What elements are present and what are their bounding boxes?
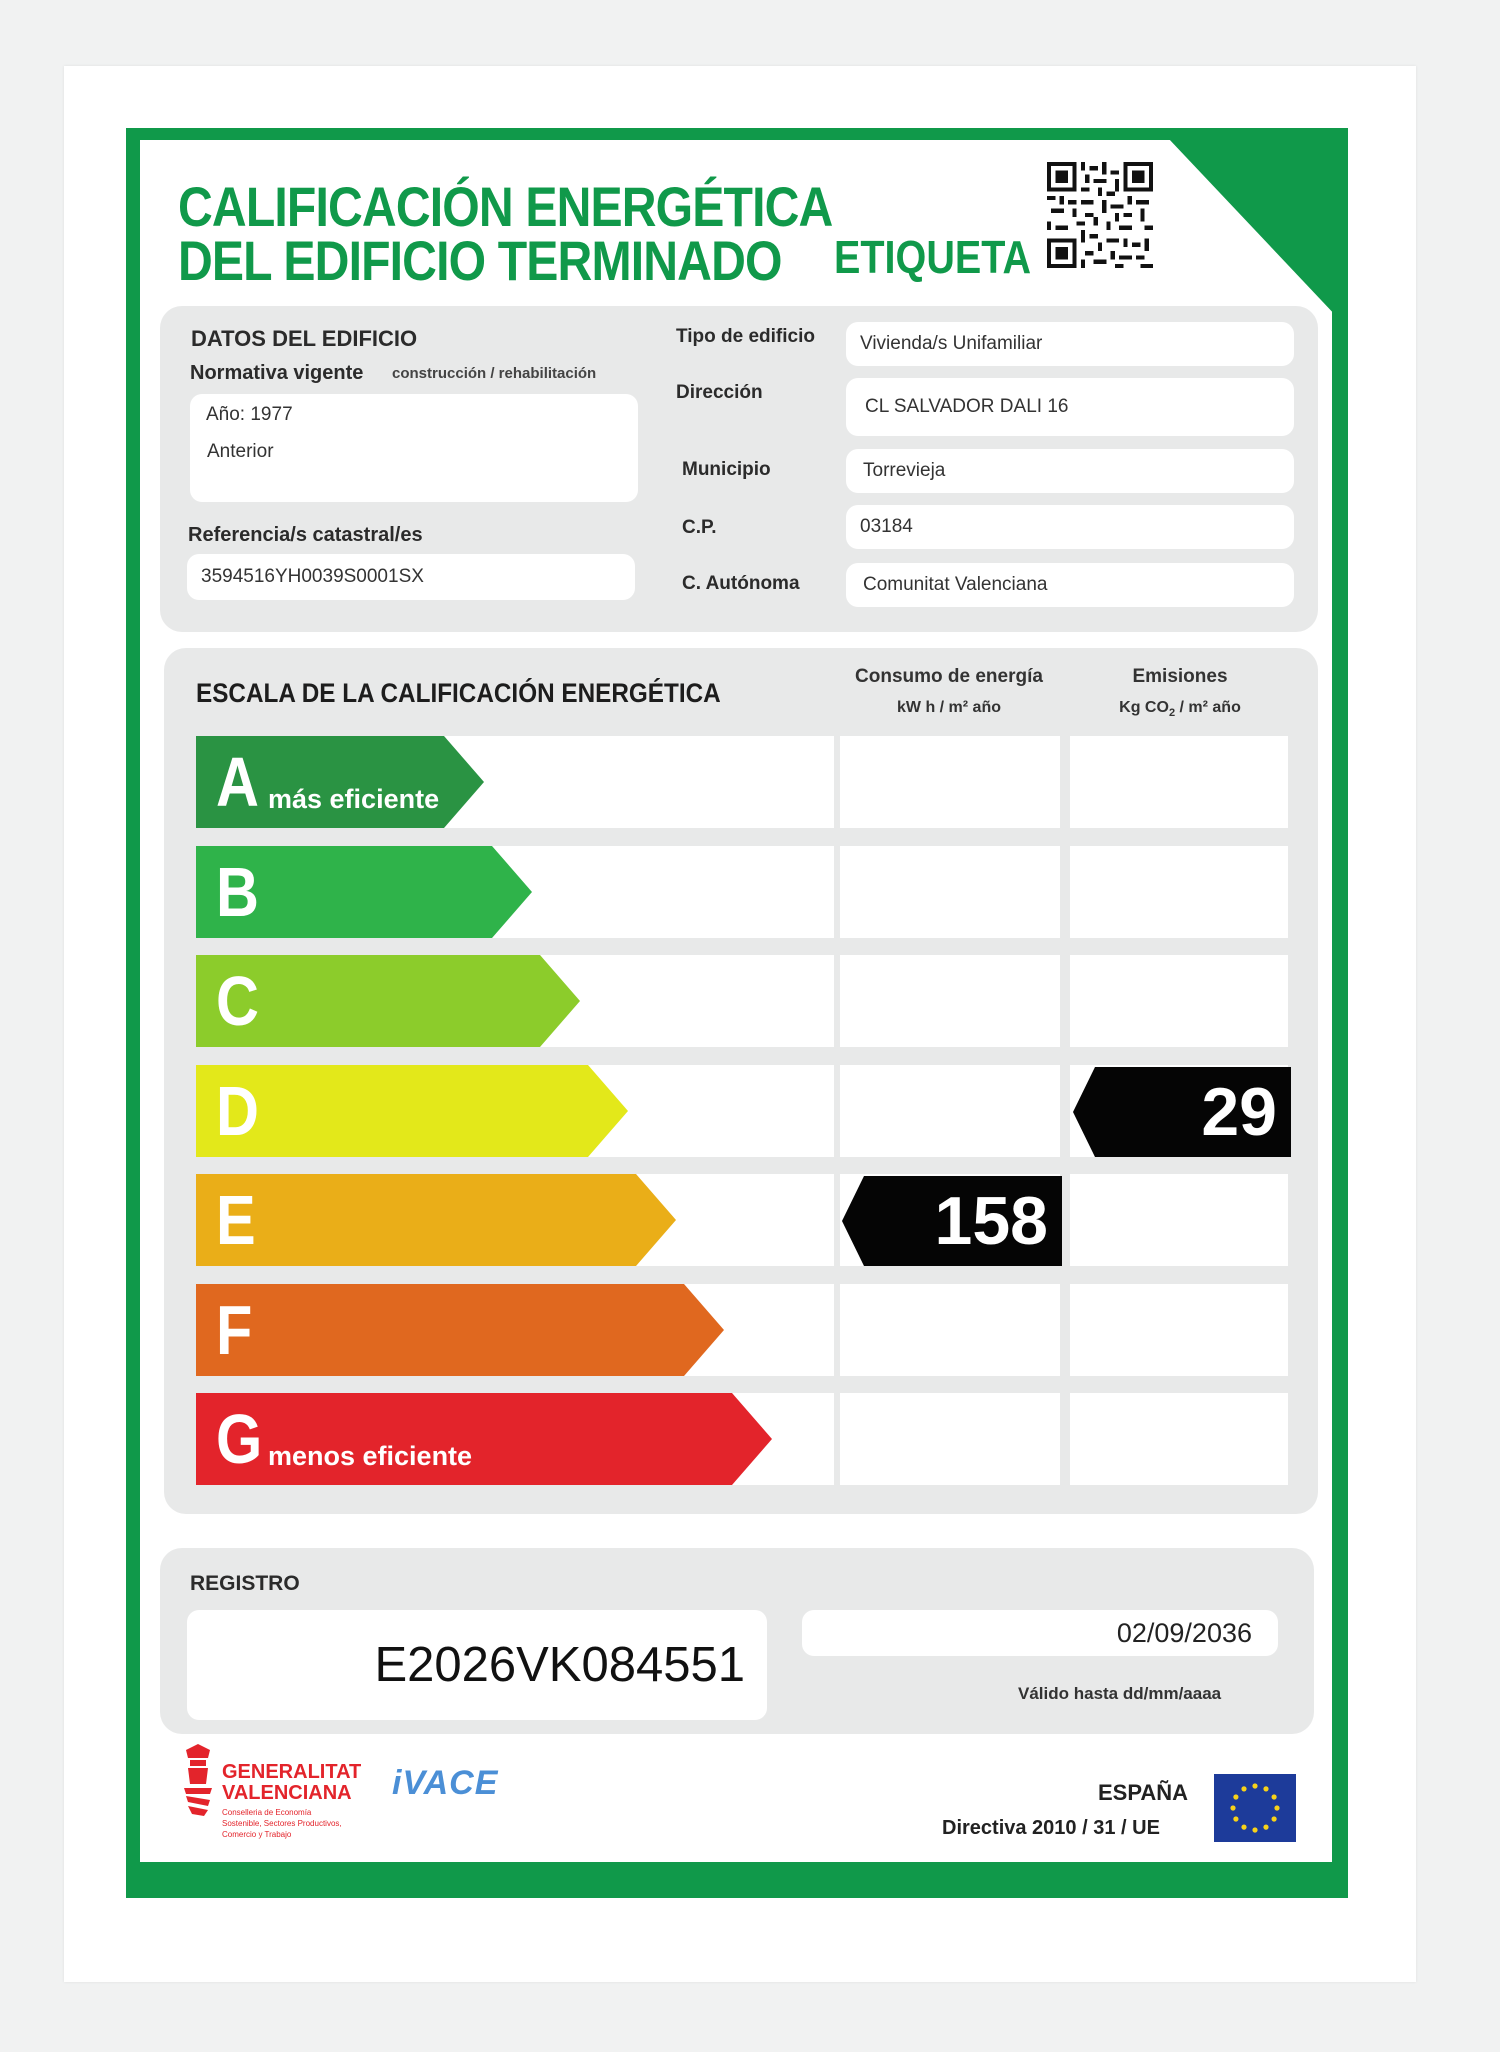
eu-star (1230, 1805, 1235, 1810)
ref-catastral-field: 3594516YH0039S0001SX (187, 554, 635, 600)
emisiones-cell-a (1070, 736, 1288, 828)
emisiones-marker-value: 29 (1201, 1074, 1277, 1150)
title-line-1: CALIFICACIÓN ENERGÉTICA (178, 175, 833, 238)
consumo-cell-a (840, 736, 1060, 828)
emisiones-cell-f (1070, 1284, 1288, 1376)
class-arrow-b (196, 846, 532, 938)
country-label: ESPAÑA (1098, 1780, 1189, 1805)
consumo-cell-c (840, 955, 1060, 1047)
consumo-marker-value: 158 (934, 1183, 1048, 1259)
normativa-value: Anterior (207, 441, 274, 462)
etiqueta-label: ETIQUETA (834, 231, 1032, 283)
cp-label: C.P. (682, 517, 717, 538)
eu-star (1263, 1786, 1268, 1791)
eu-star (1274, 1805, 1279, 1810)
emisiones-marker (1073, 1067, 1291, 1157)
consumo-cell-d (840, 1065, 1060, 1157)
eu-star (1233, 1794, 1238, 1799)
registro-label: REGISTRO (190, 1572, 300, 1595)
cp-field: 03184 (846, 505, 1294, 549)
class-letter-d: D (216, 1072, 259, 1150)
gv-line2: VALENCIANA (222, 1782, 352, 1804)
gv-line1: GENERALITAT (222, 1761, 362, 1783)
class-arrow-g (196, 1393, 772, 1485)
gv-small3: Comercio y Trabajo (222, 1830, 292, 1839)
direccion-field: CL SALVADOR DALI 16 (846, 378, 1294, 436)
consumo-cell-g (840, 1393, 1060, 1485)
emisiones-header-unit: Kg $CO_2 / m^2$ año (1119, 699, 1241, 720)
emisiones-cell-b (1070, 846, 1288, 938)
normativa-note: construcción / rehabilitación (392, 365, 597, 382)
class-arrow-shape-e (196, 1174, 676, 1266)
autonoma-label: C. Autónoma (682, 573, 800, 594)
normativa-label: Normativa vigente (190, 362, 364, 384)
normativa-box (190, 394, 638, 502)
municipio-label: Municipio (682, 459, 771, 480)
eu-star (1252, 1827, 1257, 1832)
class-arrow-shape-f (196, 1284, 724, 1376)
class-sublabel-g: menos eficiente (268, 1441, 473, 1471)
municipio-field: Torrevieja (846, 449, 1294, 493)
eu-flag-icon (1214, 1774, 1296, 1842)
registro-number: E2026VK084551 (187, 1610, 767, 1720)
tipo-field: Vivienda/s Unifamiliar (846, 322, 1294, 366)
ref-catastral-label: Referencia/s catastral/es (188, 524, 423, 546)
eu-star (1272, 1816, 1277, 1821)
consumo-header (836, 661, 1062, 723)
autonoma-field: Comunitat Valenciana (846, 563, 1294, 607)
gv-small1: Conselleria de Economía (222, 1808, 312, 1817)
consumo-marker (842, 1176, 1062, 1266)
eu-star (1241, 1825, 1246, 1830)
class-arrow-e (196, 1174, 676, 1266)
eu-star (1272, 1794, 1277, 1799)
class-arrow-d (196, 1065, 628, 1157)
consumo-cell-f (840, 1284, 1060, 1376)
class-arrow-f (196, 1284, 724, 1376)
emisiones-header-line1: Emisiones (1132, 666, 1228, 687)
direccion-label: Dirección (676, 382, 763, 403)
class-arrow-a (196, 736, 484, 828)
gv-small2: Sostenible, Sectores Productivos, (222, 1819, 342, 1828)
directive-label: Directiva 2010 / 31 / UE (942, 1817, 1160, 1839)
eu-star (1252, 1783, 1257, 1788)
class-arrow-c (196, 955, 580, 1047)
ivace-logo: iVACE (392, 1764, 499, 1802)
class-letter-b: B (216, 853, 259, 931)
tipo-label: Tipo de edificio (676, 326, 815, 347)
class-letter-e: E (216, 1181, 256, 1259)
consumo-header-line1: Consumo de energía (855, 666, 1043, 687)
class-sublabel-a: más eficiente (268, 784, 440, 814)
emisiones-cell-c (1070, 955, 1288, 1047)
qr-code-icon (1047, 162, 1153, 268)
datos-section-label: DATOS DEL EDIFICIO (191, 326, 418, 351)
eu-star (1233, 1816, 1238, 1821)
valid-date-field: 02/09/2036 (802, 1610, 1278, 1656)
title-line-2: DEL EDIFICIO TERMINADO (178, 229, 782, 292)
class-arrow-shape-d (196, 1065, 628, 1157)
anio-value: Año: 1977 (206, 404, 293, 425)
corner-triangle (1168, 138, 1338, 318)
eu-star (1241, 1786, 1246, 1791)
emisiones-cell-e (1070, 1174, 1288, 1266)
class-letter-c: C (216, 962, 259, 1040)
consumo-cell-b (840, 846, 1060, 938)
emisiones-header (1068, 661, 1292, 729)
generalitat-shield-icon (182, 1744, 216, 1818)
emisiones-cell-g (1070, 1393, 1288, 1485)
eu-star (1263, 1825, 1268, 1830)
valid-date-label: Válido hasta dd/mm/aaaa (1018, 1684, 1222, 1703)
escala-title: ESCALA DE LA CALIFICACIÓN ENERGÉTICA (196, 678, 721, 708)
class-letter-f: F (216, 1291, 253, 1369)
class-letter-g: G (216, 1400, 263, 1478)
consumo-header-unit: kW h / m² año (897, 699, 1001, 716)
class-letter-a: A (216, 743, 259, 821)
